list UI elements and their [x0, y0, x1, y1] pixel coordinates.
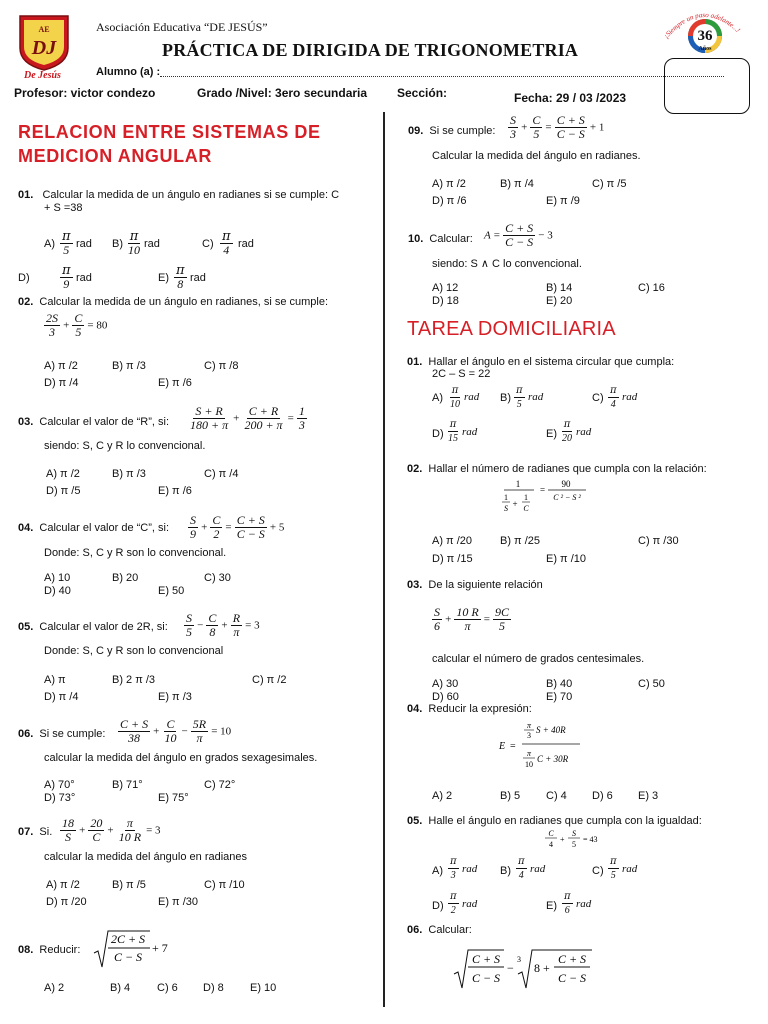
- homework-05-options: A) $\frac{\pi}{3}$ rad B) $\frac{\pi}{4}$ rad C) $\frac{\pi}{5}$ rad: [432, 856, 638, 881]
- homework-05-options-row2: D) $\frac{\pi}{2}$ rad E) $\frac{\pi}{6}$ rad: [432, 891, 592, 916]
- answer-07-a: A) π /2: [46, 879, 80, 891]
- date: Fecha: 29 / 03 /2023: [514, 91, 627, 105]
- answer-10-b: B) 14: [546, 282, 573, 294]
- svg-text:E: E: [499, 741, 506, 752]
- homework-04: 04. Reducir la expresión:: [407, 703, 532, 715]
- svg-text:C − S: C − S: [471, 971, 501, 985]
- svg-text:3: 3: [517, 955, 521, 964]
- homework-heading: TAREA DOMICILIARIA: [407, 318, 616, 340]
- svg-text:S: S: [572, 829, 576, 838]
- question-01: 01. Calcular la medida de un ángulo en radianes si se cumple: C: [18, 189, 340, 201]
- svg-text:C + 30R: C + 30R: [537, 754, 569, 764]
- answer-06-e: E) 75°: [158, 792, 189, 804]
- teacher-name: Profesor: victor condezo: [14, 86, 156, 100]
- svg-text:AE: AE: [38, 25, 50, 34]
- section-label: Sección:: [397, 86, 448, 100]
- answer-t03-d: D) 60: [432, 691, 459, 703]
- answer-04-c: C) 30: [204, 572, 231, 584]
- answer-02-a: A) π /2: [44, 360, 78, 372]
- section-box: [664, 58, 750, 114]
- answer-04-b: B) 20: [112, 572, 139, 584]
- grade-level: Grado /Nivel: 3ero secundaria: [197, 86, 368, 100]
- answer-t04-b: B) 5: [500, 790, 521, 802]
- answer-07-e: E) π /30: [158, 896, 198, 908]
- answer-06-d: D) 73°: [44, 792, 76, 804]
- question-07: 07. Si.: [18, 826, 53, 838]
- question-04: 04. Calcular el valor de “C”, si:: [18, 522, 170, 534]
- answer-02-d: D) π /4: [44, 377, 79, 389]
- svg-text:= 43: = 43: [583, 835, 598, 844]
- svg-text:π: π: [526, 721, 532, 730]
- answer-t02-c: C) π /30: [638, 535, 679, 547]
- answer-06-c: C) 72°: [204, 779, 236, 791]
- answer-t02-a: A) π /20: [432, 535, 472, 547]
- student-name-field[interactable]: [160, 76, 724, 77]
- answer-08-b: B) 4: [110, 982, 131, 994]
- answer-05-e: E) π /3: [158, 691, 192, 703]
- svg-text:1: 1: [504, 493, 508, 502]
- answer-03-b: B) π /3: [112, 468, 146, 480]
- svg-text:S + 40R: S + 40R: [536, 725, 566, 735]
- answer-10-d: D) 18: [432, 295, 459, 307]
- homework-01: 01. Hallar el ángulo en el sistema circular que cumpla:: [407, 356, 675, 368]
- question-05-formula: $\frac{S}{5}$ − $\frac{C}{8}$ + $\frac{R}{\pi}$ = 3: [186, 611, 260, 639]
- column-divider: [383, 112, 385, 1007]
- answer-04-d: D) 40: [44, 585, 71, 597]
- question-02: 02. Calcular la medida de un ángulo en radianes, si se cumple:: [18, 296, 329, 308]
- svg-text:36: 36: [697, 28, 713, 44]
- question-06-note: calcular la medida del ángulo en grados sexagesimales.: [44, 752, 318, 764]
- svg-text:1: 1: [515, 479, 521, 489]
- homework-01-eq: 2C – S = 22: [432, 368, 491, 380]
- answer-02-b: B) π /3: [112, 360, 146, 372]
- question-06-formula: $\frac{C + S}{38}$ + $\frac{C}{10}$ − $\frac{5R}{\pi}$ = 10: [120, 717, 232, 745]
- answer-09-c: C) π /5: [592, 178, 627, 190]
- svg-text:2C + S: 2C + S: [110, 932, 146, 946]
- answer-09-b: B) π /4: [500, 178, 534, 190]
- answer-09-a: A) π /2: [432, 178, 466, 190]
- question-08: 08. Reducir:: [18, 944, 81, 956]
- answer-10-e: E) 20: [546, 295, 573, 307]
- svg-text:C: C: [548, 829, 554, 838]
- answer-t03-c: C) 50: [638, 678, 665, 690]
- answer-04-e: E) 50: [158, 585, 185, 597]
- answer-07-b: B) π /5: [112, 879, 146, 891]
- svg-text:5: 5: [572, 840, 576, 849]
- question-08-formula: [92, 927, 182, 974]
- homework-04-formula: [496, 716, 596, 781]
- question-09-note: Calcular la medida del ángulo en radianes.: [432, 150, 641, 162]
- homework-02: 02. Hallar el número de radianes que cumpla con la relación:: [407, 463, 707, 475]
- question-09-formula: $\frac{S}{3}$ + $\frac{C}{5}$ = $\frac{C + S}{C - S}$ + 1: [510, 113, 605, 141]
- answer-t04-c: C) 4: [546, 790, 567, 802]
- question-05-note: Donde: S, C y R son lo convencional: [44, 645, 224, 657]
- answer-t04-e: E) 3: [638, 790, 659, 802]
- question-10: 10. Calcular:: [408, 233, 473, 245]
- answer-08-c: C) 6: [157, 982, 178, 994]
- svg-text:C − S: C − S: [557, 971, 587, 985]
- answer-07-c: C) π /10: [204, 879, 245, 891]
- answer-03-a: A) π /2: [46, 468, 80, 480]
- answer-t03-a: A) 30: [432, 678, 459, 690]
- svg-text:+: +: [560, 835, 565, 844]
- svg-text:8 +: 8 +: [534, 961, 550, 975]
- homework-03-note: calcular el número de grados centesimales.: [432, 653, 645, 665]
- answer-t03-b: B) 40: [546, 678, 573, 690]
- svg-text:+ 7: + 7: [152, 941, 168, 955]
- answer-t02-d: D) π /15: [432, 553, 473, 565]
- svg-text:Años: Años: [698, 46, 712, 52]
- section-heading-line2: MEDICION ANGULAR: [18, 146, 212, 166]
- answer-07-d: D) π /20: [46, 896, 87, 908]
- logo-motto: De Jesús: [24, 70, 61, 81]
- answer-05-b: B) 2 π /3: [112, 674, 156, 686]
- svg-text:10: 10: [525, 760, 533, 769]
- question-03-formula: $\frac{S + R}{180 + \pi}$ + $\frac{C + R}{200 + \pi}$ = $\frac{1}{3}$: [190, 404, 305, 432]
- homework-02-formula: [500, 478, 620, 523]
- homework-03: 03. De la siguiente relación: [407, 579, 543, 591]
- svg-text:90: 90: [561, 479, 571, 489]
- homework-05: 05. Halle el ángulo en radianes que cumpla con la igualdad:: [407, 815, 702, 827]
- answer-08-e: E) 10: [250, 982, 277, 994]
- student-label: Alumno (a) :: [96, 66, 161, 78]
- section-heading-line1: RELACION ENTRE SISTEMAS DE: [18, 122, 321, 142]
- answer-10-a: A) 12: [432, 282, 459, 294]
- answer-09-d: D) π /6: [432, 195, 467, 207]
- question-07-formula: $\frac{18}{S}$ + $\frac{20}{C}$ + $\frac{\pi}{10 R}$ = 3: [62, 816, 161, 844]
- question-06: 06. Si se cumple:: [18, 728, 106, 740]
- answer-08-d: D) 8: [203, 982, 224, 994]
- answer-02-c: C) π /8: [204, 360, 239, 372]
- svg-text:C ² − S ²: C ² − S ²: [553, 493, 581, 502]
- homework-01-options-row2: D) $\frac{\pi}{15}$ rad E) $\frac{\pi}{20}$ rad: [432, 419, 592, 444]
- answer-03-d: D) π /5: [46, 485, 81, 497]
- answer-10-c: C) 16: [638, 282, 665, 294]
- svg-text:1: 1: [524, 493, 528, 502]
- question-05: 05. Calcular el valor de 2R, si:: [18, 621, 168, 633]
- answer-03-c: C) π /4: [204, 468, 239, 480]
- svg-text:C + S: C + S: [471, 952, 501, 966]
- svg-text:3: 3: [527, 731, 531, 740]
- answer-05-c: C) π /2: [252, 674, 287, 686]
- anniversary-badge: [656, 4, 754, 54]
- school-logo: [14, 12, 74, 72]
- answer-t02-b: B) π /25: [500, 535, 540, 547]
- question-09: 09. Si se cumple:: [408, 125, 496, 137]
- question-10-note: siendo: S ∧ C lo convencional.: [432, 258, 582, 270]
- answer-t03-e: E) 70: [546, 691, 573, 703]
- svg-text:=: =: [540, 485, 546, 495]
- question-07-note: calcular la medida del ángulo en radianes: [44, 851, 248, 863]
- svg-text:S: S: [504, 504, 508, 513]
- svg-text:C − S: C − S: [113, 950, 143, 964]
- association-name: Asociación Educativa “DE JESÚS”: [96, 20, 268, 34]
- svg-text:DJ: DJ: [31, 37, 57, 59]
- answer-06-b: B) 71°: [112, 779, 143, 791]
- question-01-text-cont: + S =38: [44, 202, 83, 214]
- svg-text:−: −: [507, 961, 514, 975]
- answer-09-e: E) π /9: [546, 195, 580, 207]
- answer-t04-a: A) 2: [432, 790, 453, 802]
- svg-text:+: +: [512, 499, 518, 509]
- page-title: PRÁCTICA DE DIRIGIDA DE TRIGONOMETRIA: [162, 40, 579, 60]
- question-04-note: Donde: S, C y R son lo convencional.: [44, 547, 227, 559]
- homework-01-options: A) $\frac{\pi}{10}$ rad B) $\frac{\pi}{5}$ rad C) $\frac{\pi}{4}$ rad: [432, 385, 638, 410]
- question-04-formula: $\frac{S}{9}$ + $\frac{C}{2}$ = $\frac{C + S}{C - S}$ + 5: [190, 513, 285, 541]
- answer-t04-d: D) 6: [592, 790, 613, 802]
- svg-text:=: =: [510, 741, 516, 752]
- answer-t02-e: E) π /10: [546, 553, 586, 565]
- homework-06-formula: [452, 944, 602, 995]
- svg-text:4: 4: [549, 840, 553, 849]
- answer-04-a: A) 10: [44, 572, 71, 584]
- homework-06: 06. Calcular:: [407, 924, 472, 936]
- question-03-note: siendo: S, C y R lo convencional.: [44, 440, 206, 452]
- svg-text:π: π: [526, 749, 532, 758]
- svg-text:¡Siempre un paso adelante...!: ¡Siempre un paso adelante...!: [662, 10, 742, 41]
- answer-06-a: A) 70°: [44, 779, 75, 791]
- question-10-formula: A = $\frac{C + S}{C - S}$ − 3: [484, 221, 553, 249]
- answer-03-e: E) π /6: [158, 485, 192, 497]
- question-03: 03. Calcular el valor de “R”, si:: [18, 416, 170, 428]
- question-02-formula: $\frac{2S}{3}$ + $\frac{C}{5}$ = 80: [46, 311, 108, 339]
- homework-03-formula: $\frac{S}{6}$ + $\frac{10 R}{\pi}$ = $\frac{9C}{5}$: [434, 605, 510, 633]
- answer-05-d: D) π /4: [44, 691, 79, 703]
- svg-text:C + S: C + S: [557, 952, 587, 966]
- answer-08-a: A) 2: [44, 982, 65, 994]
- homework-05-formula: [544, 827, 614, 858]
- svg-text:C: C: [523, 504, 529, 513]
- answer-02-e: E) π /6: [158, 377, 192, 389]
- answer-05-a: A) π: [44, 674, 66, 686]
